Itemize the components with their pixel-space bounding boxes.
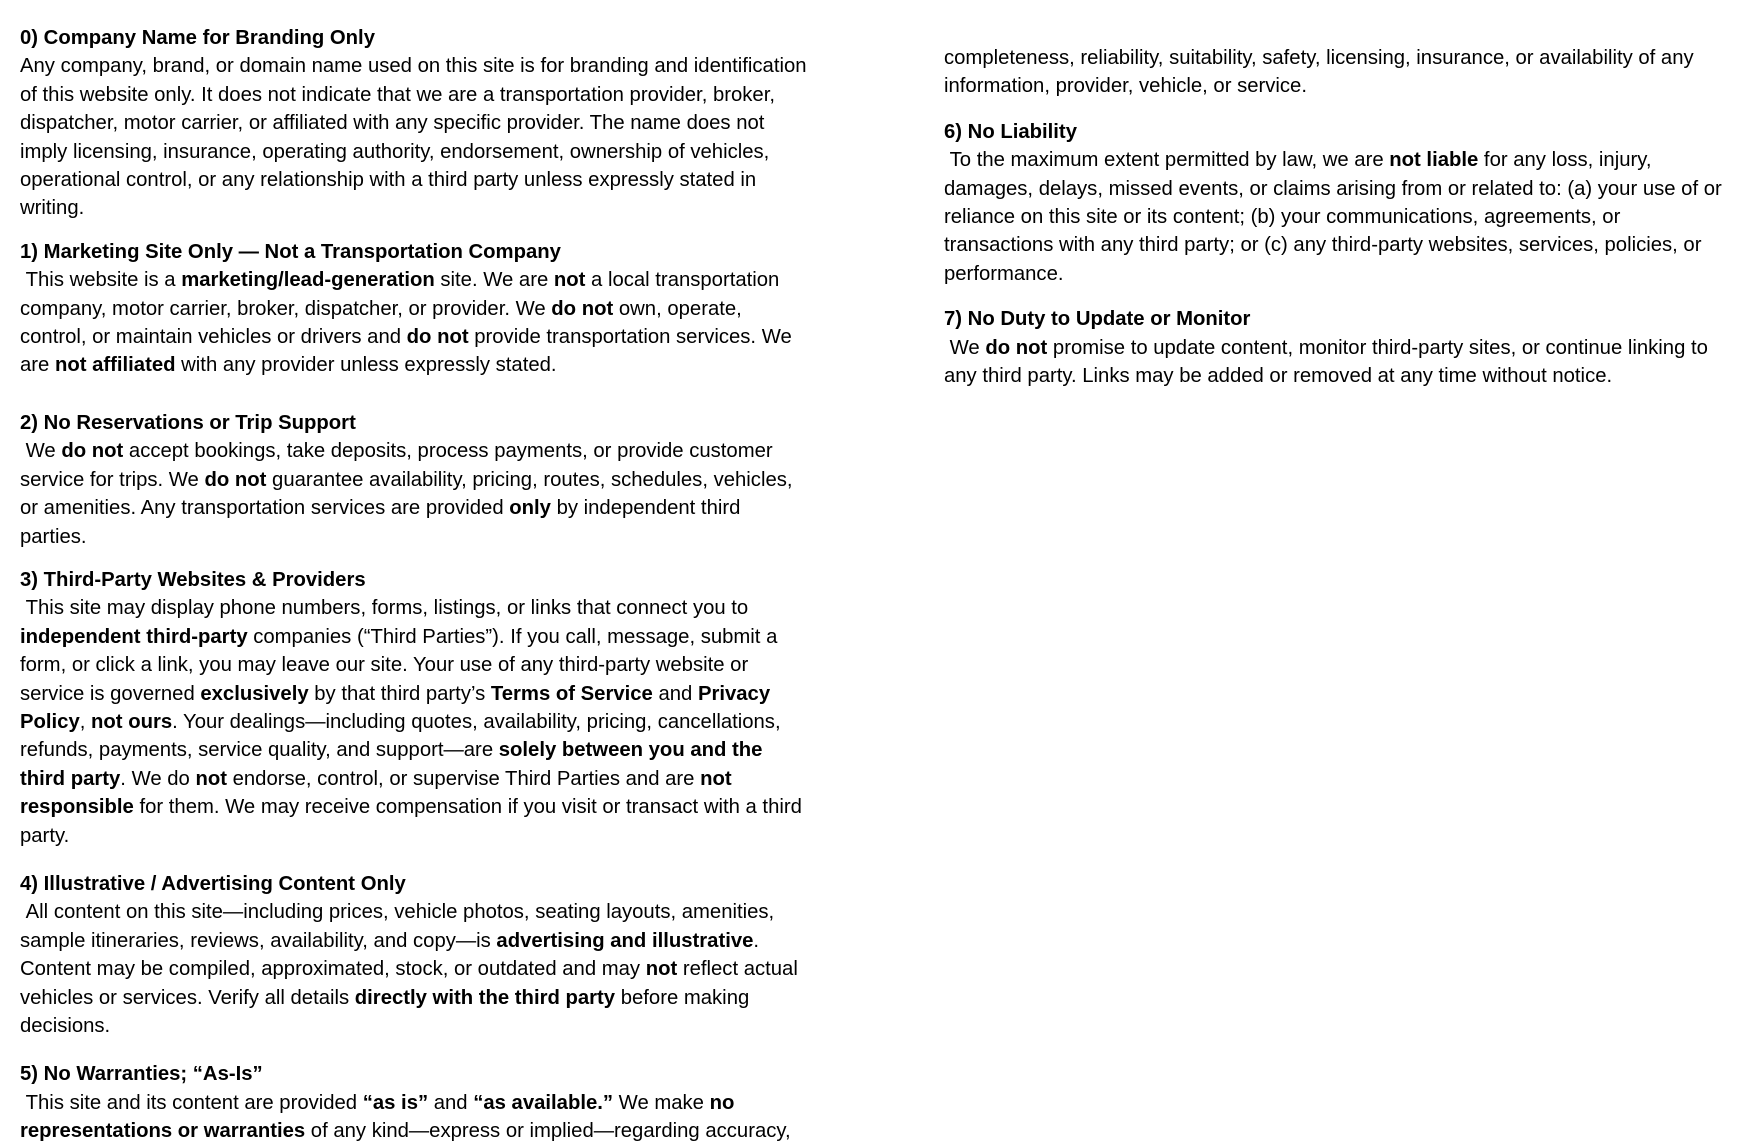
section-7 bbox=[944, 305, 1734, 390]
section-2-bold-run: do not bbox=[61, 440, 124, 463]
section-4-text-run: before making decisions. bbox=[20, 986, 755, 1037]
section-3-text-run: . Your dealings—including quotes, availability, pricing, cancellations, refunds, payments, service quality, and support—are bbox=[20, 710, 787, 762]
section-1-text-run: a local transportation company, motor carrier, broker, dispatcher, or provider. We bbox=[20, 269, 785, 320]
section-1-text-run: site. We are bbox=[434, 269, 554, 292]
section-2-text-run: guarantee availability, pricing, routes, schedules, vehicles, or amenities. Any transportation services are provided bbox=[20, 468, 799, 520]
section-2-bold-run: only bbox=[509, 497, 551, 520]
section-3-text-run: for them. We may receive compensation if you visit or transact with a third party. bbox=[20, 796, 808, 847]
section-5-text-run: and bbox=[428, 1091, 474, 1114]
section-5-continuation-text-run: completeness, reliability, suitability, safety, licensing, insurance, or availability of any information, provider, vehicle, or service. bbox=[944, 47, 1700, 98]
section-4-text-run: reflect actual vehicles or services. Verify all details bbox=[20, 958, 804, 1009]
section-5-text-run: This site and its content are provided bbox=[20, 1091, 363, 1114]
section-4-text-run: All content on this site—including prices, vehicle photos, seating layouts, amenities, sample itineraries, reviews, availability, and copy—is bbox=[20, 901, 780, 952]
section-7-bold-run: do not bbox=[985, 336, 1048, 359]
section-1-bold-run: not bbox=[553, 269, 586, 292]
section-2-text-run: accept bookings, take deposits, process payments, or provide customer service for trips. We bbox=[20, 440, 779, 491]
section-2-bold-run: do not bbox=[204, 468, 267, 491]
section-0-text-run: Any company, brand, or domain name used on this site is for branding and identification of this website only. It does not indicate that we are a transportation provider, broker, dispatcher, motor carrier, or affiliated with any specific provider. The name does not imply licensing, insurance, operating authority, endorsement, ownership of vehicles, operational control, or any relationship with a third party unless expressly stated in writing. bbox=[20, 55, 813, 220]
section-6 bbox=[944, 118, 1734, 288]
section-3-bold-run: Privacy Policy bbox=[20, 682, 776, 733]
section-1-text-run: with any provider unless expressly stated. bbox=[175, 354, 557, 377]
section-4-bold-run: not bbox=[645, 958, 678, 981]
section-7-text-run: We bbox=[944, 336, 986, 359]
section-2-heading: 2) No Reservations or Trip Support bbox=[20, 411, 356, 434]
section-5-continuation bbox=[944, 44, 1734, 101]
section-2-text-run: by independent third parties. bbox=[20, 497, 747, 548]
section-3-bold-run: not ours bbox=[91, 710, 173, 733]
section-6-bold-run: not liable bbox=[1389, 149, 1479, 172]
section-2 bbox=[20, 409, 812, 551]
section-5-bold-run: no representations or warranties bbox=[20, 1091, 741, 1143]
section-6-text-run: To the maximum extent permitted by law, we are bbox=[944, 149, 1390, 172]
section-5-text-run: We make bbox=[613, 1091, 710, 1114]
section-3-bold-run: not responsible bbox=[20, 767, 738, 819]
section-3-bold-run: not bbox=[195, 767, 227, 790]
section-3-text-run: endorse, control, or supervise Third Parties and are bbox=[226, 767, 701, 790]
section-5-bold-run: “as available.” bbox=[473, 1091, 614, 1114]
left-column bbox=[20, 24, 812, 1146]
section-7-heading: 7) No Duty to Update or Monitor bbox=[944, 308, 1251, 331]
section-3-bold-run: Terms of Service bbox=[490, 682, 653, 705]
section-1-text-run: provide transportation services. We are bbox=[20, 326, 798, 377]
section-3-text-run: by that third party’s bbox=[308, 682, 491, 705]
section-4-bold-run: advertising and illustrative bbox=[496, 929, 754, 952]
section-3-bold-run: solely between you and the third party bbox=[20, 739, 769, 790]
section-6-heading: 6) No Liability bbox=[944, 120, 1077, 143]
section-3-text-run: This site may display phone numbers, forms, listings, or links that connect you to bbox=[20, 597, 754, 620]
section-3-text-run: and bbox=[652, 682, 698, 705]
section-1-bold-run: do not bbox=[551, 297, 614, 320]
section-1-bold-run: marketing/lead-generation bbox=[181, 269, 435, 292]
section-0-heading: 0) Company Name for Branding Only bbox=[20, 27, 375, 49]
section-4-bold-run: directly with the third party bbox=[354, 986, 616, 1009]
section-6-text-run: for any loss, injury, damages, delays, missed events, or claims arising from or related to: (a) your use of or reliance on this site or its content; (b) your communications, agreements, or transactions with any third party; or (c) any third-party websites, services, policies, or performance. bbox=[944, 149, 1728, 285]
section-0 bbox=[20, 24, 812, 223]
section-1-text-run: This website is a bbox=[20, 269, 182, 292]
section-3-bold-run: exclusively bbox=[200, 682, 309, 705]
section-1-heading: 1) Marketing Site Only — Not a Transportation Company bbox=[20, 240, 561, 263]
section-3-text-run: , bbox=[79, 710, 92, 733]
section-1 bbox=[20, 238, 812, 380]
section-1-text-run: own, operate, control, or maintain vehicles or drivers and bbox=[20, 297, 748, 349]
section-5-heading: 5) No Warranties; “As-Is” bbox=[20, 1063, 263, 1086]
section-3-heading: 3) Third-Party Websites & Providers bbox=[20, 568, 366, 591]
section-4-heading: 4) Illustrative / Advertising Content Only bbox=[20, 872, 406, 895]
section-1-bold-run: not affiliated bbox=[54, 354, 176, 377]
section-7-text-run: promise to update content, monitor third-party sites, or continue linking to any third party. Links may be added or removed at any time without notice. bbox=[944, 336, 1714, 388]
section-2-text-run: We bbox=[20, 440, 62, 463]
right-column bbox=[944, 44, 1734, 407]
section-3-text-run: companies (“Third Parties”). If you call, message, submit a form, or click a link, you may leave our site. Your use of any third-party website or service is governed bbox=[20, 625, 783, 705]
section-5-bold-run: “as is” bbox=[362, 1091, 429, 1114]
section-1-bold-run: do not bbox=[406, 326, 469, 349]
section-4-text-run: . Content may be compiled, approximated, stock, or outdated and may bbox=[20, 929, 765, 981]
section-5-text-run: of any kind—express or implied—regarding accuracy, bbox=[305, 1120, 791, 1143]
section-4 bbox=[20, 870, 812, 1040]
section-3-text-run: . We do bbox=[120, 767, 196, 790]
section-3-bold-run: independent third-party bbox=[20, 625, 248, 648]
section-5 bbox=[20, 1060, 812, 1145]
section-3 bbox=[20, 566, 812, 850]
